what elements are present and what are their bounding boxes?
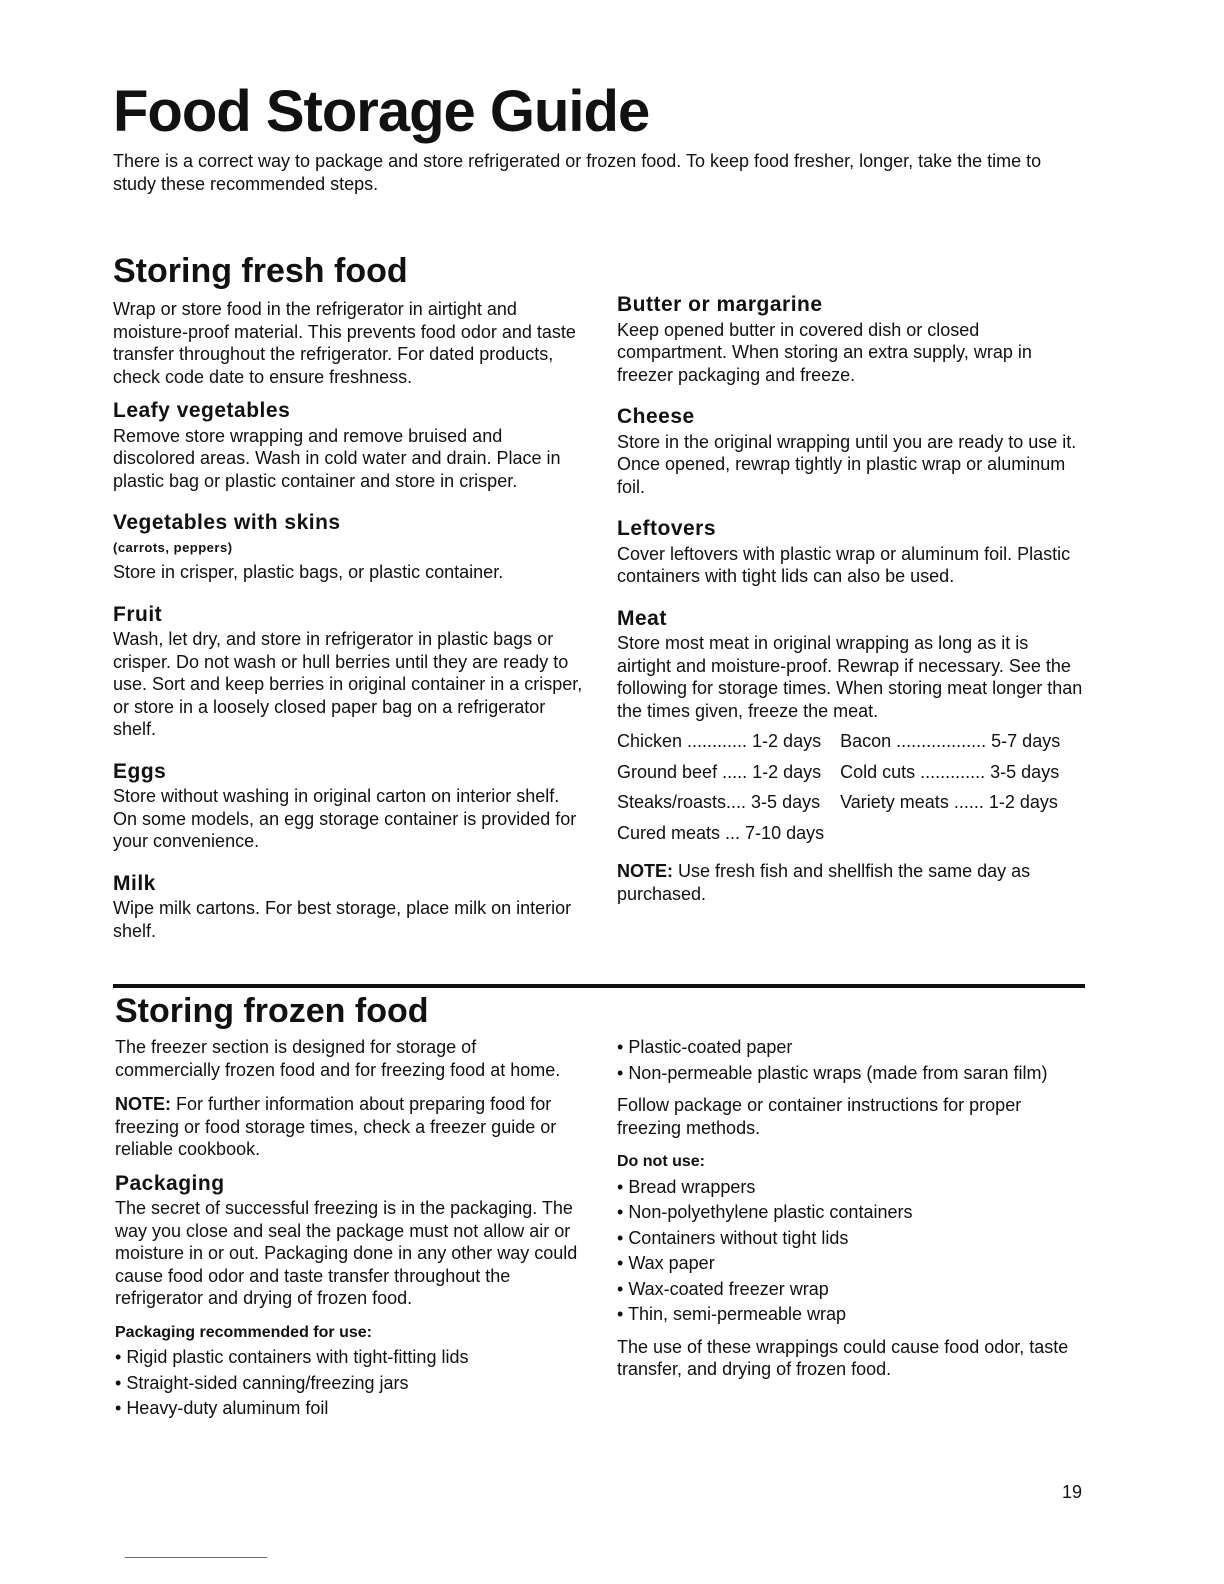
meat-time-cell: Ground beef ..... 1-2 days: [617, 761, 822, 782]
milk-text: Wipe milk cartons. For best storage, place milk on interior shelf.: [113, 898, 572, 941]
milk-section: [113, 873, 583, 943]
list-item: • Straight-sided canning/freezing jars: [115, 1372, 585, 1395]
meat-title: Meat: [617, 606, 667, 630]
butter-section: [617, 294, 1087, 386]
meat-time-row: [617, 728, 1076, 759]
meat-time-cell: Cured meats ... 7-10 days: [617, 822, 825, 843]
leftovers-text: Cover leftovers with plastic wrap or aluminum foil. Plastic containers with tight lids can also be used.: [617, 543, 1071, 586]
meat-time-cell: Variety meats ...... 1-2 days: [840, 792, 1058, 812]
packaging-title: Packaging: [115, 1171, 225, 1195]
meat-time-cell: Bacon .................. 5-7 days: [840, 731, 1061, 751]
do-not-use-label: Do not use:: [617, 1153, 705, 1170]
meat-time-cell: Cold cuts ............. 3-5 days: [840, 761, 1060, 782]
fruit-title: Fruit: [113, 602, 163, 626]
meat-times-table: [617, 728, 1076, 850]
meat-time-cell: Chicken ............ 1-2 days: [617, 731, 822, 751]
meat-time-row: [617, 820, 1076, 851]
closing-text: The use of these wrappings could cause food odor, taste transfer, and drying of frozen food.: [617, 1336, 1069, 1379]
fresh-heading: Storing fresh food: [113, 252, 408, 290]
frozen-note-label: NOTE:: [115, 1094, 171, 1114]
frozen-heading: Storing frozen food: [115, 992, 429, 1030]
leafy-title: Leafy vegetables: [113, 399, 291, 422]
list-item: • Plastic-coated paper: [617, 1036, 1087, 1059]
list-item: • Thin, semi-permeable wrap: [617, 1303, 1087, 1326]
do-not-use-list: [617, 1176, 1087, 1326]
page-title: Food Storage Guide: [113, 79, 650, 144]
intro-text: There is a correct way to package and store refrigerated or frozen food. To keep food fresher, longer, take the time to study these recommended steps.: [113, 151, 1042, 194]
leftovers-section: [617, 518, 1087, 588]
meat-note: Use fresh fish and shellfish the same day as purchased.: [617, 861, 1031, 904]
skins-text: Store in crisper, plastic bags, or plastic container.: [113, 562, 504, 582]
list-item: • Non-polyethylene plastic containers: [617, 1201, 1087, 1224]
fresh-left-column: [113, 298, 583, 954]
frozen-note: For further information about preparing food for freezing or food storage times, check a freezer guide or reliable cookbook.: [115, 1094, 557, 1159]
frozen-right-column: [617, 1036, 1087, 1393]
recommended-label: Packaging recommended for use:: [115, 1323, 372, 1341]
follow-text: Follow package or container instructions for proper freezing methods.: [617, 1095, 1022, 1138]
list-item: • Rigid plastic containers with tight-fitting lids: [115, 1346, 585, 1369]
section-divider: [113, 984, 1085, 988]
cheese-title: Cheese: [617, 405, 695, 428]
fresh-intro: Wrap or store food in the refrigerator in airtight and moisture-proof material. This prevents food odor and taste transfer throughout the refrigerator. For dated products, check code date to ensure freshness.: [113, 299, 576, 387]
list-item: • Heavy-duty aluminum foil: [115, 1397, 585, 1420]
list-item: • Non-permeable plastic wraps (made from saran film): [617, 1062, 1087, 1085]
leafy-text: Remove store wrapping and remove bruised and discolored areas. Wash in cold water and drain. Place in plastic bag or plastic container and store in crisper.: [113, 425, 561, 491]
list-item: • Containers without tight lids: [617, 1227, 1087, 1250]
eggs-text: Store without washing in original carton on interior shelf. On some models, an egg storage container is provided for your convenience.: [113, 786, 577, 851]
eggs-section: [113, 761, 583, 853]
meat-time-row: [617, 759, 1076, 790]
recommended-list-cont: [617, 1036, 1087, 1084]
fruit-section: [113, 604, 583, 741]
meat-section: [617, 608, 1087, 906]
meat-time-cell: Steaks/roasts.... 3-5 days: [617, 792, 821, 812]
skins-sub: (carrots, peppers): [113, 539, 233, 555]
cheese-text: Store in the original wrapping until you are ready to use it. Once opened, rewrap tightly in plastic wrap or aluminum foil.: [617, 431, 1077, 497]
frozen-left-column: [115, 1036, 585, 1430]
fresh-right-column: [617, 294, 1087, 917]
leftovers-title: Leftovers: [617, 517, 717, 540]
list-item: • Wax-coated freezer wrap: [617, 1278, 1087, 1301]
skins-title: Vegetables with skins: [113, 511, 341, 534]
note-label: NOTE:: [617, 861, 673, 881]
leafy-section: [113, 400, 583, 492]
milk-title: Milk: [113, 871, 156, 895]
cheese-section: [617, 406, 1087, 498]
list-item: • Bread wrappers: [617, 1176, 1087, 1199]
packaging-text: The secret of successful freezing is in the packaging. The way you close and seal the package must not allow air or moisture in or out. Packaging done in any other way could cause food odor and taste transfer throughout the refrigerator and drying of frozen food.: [115, 1198, 578, 1308]
butter-text: Keep opened butter in covered dish or closed compartment. When storing an extra supply, wrap in freezer packaging and freeze.: [617, 319, 1032, 385]
meat-text: Store most meat in original wrapping as long as it is airtight and moisture-proof. Rewrap if necessary. See the following for storage times. When storing meat longer than the times given, freeze the meat.: [617, 633, 1083, 721]
butter-title: Butter or margarine: [617, 293, 823, 316]
frozen-intro: The freezer section is designed for storage of commercially frozen food and for freezing food at home.: [115, 1037, 561, 1080]
skins-section: [113, 512, 583, 584]
recommended-list: [115, 1346, 585, 1420]
page-number: 19: [1062, 1482, 1083, 1502]
meat-time-row: [617, 789, 1076, 820]
fruit-text: Wash, let dry, and store in refrigerator in plastic bags or crisper. Do not wash or hull berries until they are ready to use. Sort and keep berries in original container in a crisper, or store in a loosely closed paper bag on a refrigerator shelf.: [113, 629, 583, 739]
list-item: • Wax paper: [617, 1252, 1087, 1275]
footer-line: [125, 1557, 267, 1558]
meat-time-cell: [840, 820, 1076, 851]
eggs-title: Eggs: [113, 759, 167, 783]
